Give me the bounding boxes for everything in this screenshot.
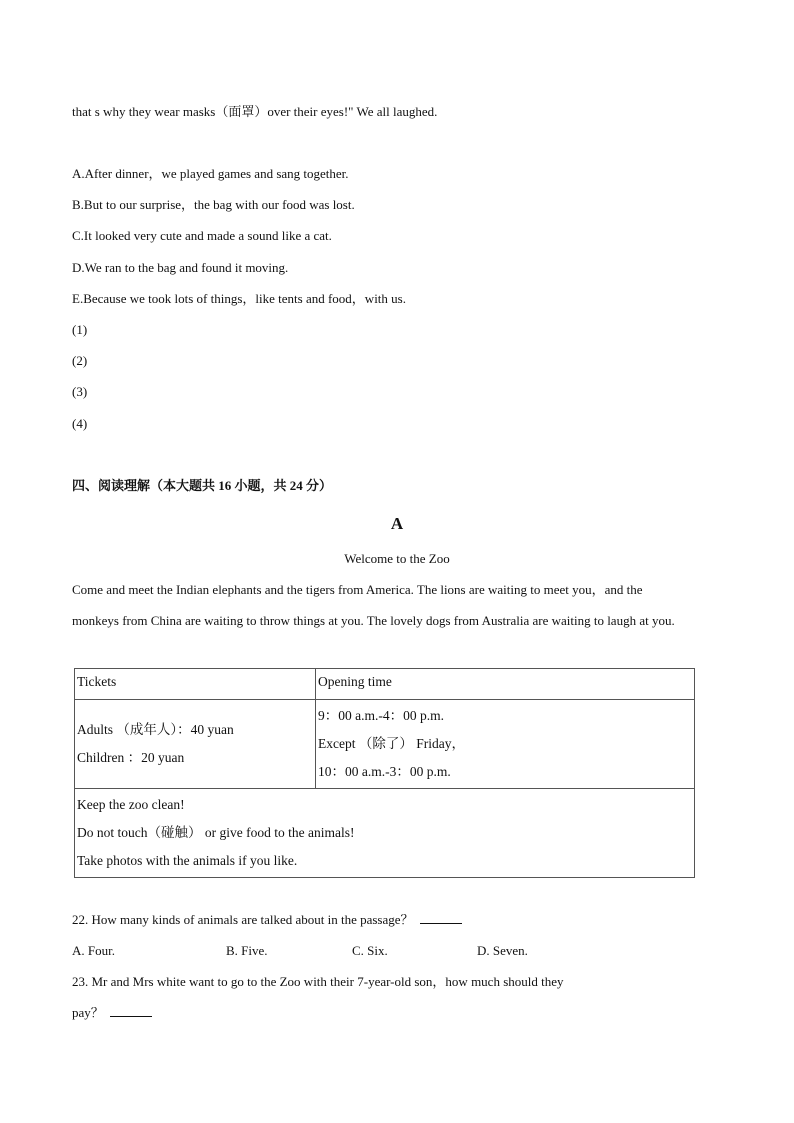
answer-blank[interactable] (110, 1005, 152, 1017)
option-a: A.After dinner，we played games and sang together. (72, 166, 349, 181)
hours-cell (316, 700, 695, 789)
question-22-text: 22. How many kinds of animals are talked about in the passage？ (72, 912, 414, 927)
q22-choice-c: C. Six. (352, 943, 388, 958)
blank-1: (1) (72, 322, 88, 337)
rules-cell (75, 789, 695, 878)
tickets-cell (75, 700, 316, 789)
rule: Keep the zoo clean! (77, 797, 185, 812)
option-c: C.It looked very cute and made a sound like a cat. (72, 228, 332, 243)
question-23-cont (72, 1005, 152, 1021)
passage-label: A (390, 514, 404, 533)
zoo-info-table (74, 668, 695, 878)
question-22 (72, 912, 462, 928)
blank-3: (3) (72, 384, 88, 399)
q22-choice-d: D. Seven. (477, 943, 528, 958)
header-opening-time: Opening time (316, 669, 695, 700)
blank-4: (4) (72, 416, 88, 431)
q22-choice-a: A. Four. (72, 943, 115, 958)
rule: Do not touch（碰触） or give food to the animals! (77, 825, 355, 840)
paragraph-line-1: Come and meet the Indian elephants and the tigers from America. The lions are waiting to meet you，and the (72, 582, 643, 597)
option-e: E.Because we took lots of things，like tents and food，with us. (72, 291, 406, 306)
answer-blank[interactable] (420, 912, 462, 924)
header-tickets: Tickets (75, 669, 316, 700)
rule: Take photos with the animals if you like. (77, 853, 298, 868)
hours-line: Except （除了） Friday， (318, 736, 465, 751)
passage-title: Welcome to the Zoo (344, 551, 450, 566)
child-price: Children ：20 yuan (77, 750, 185, 765)
hours-line: 9：00 a.m.-4：00 p.m. (318, 708, 444, 723)
option-d: D.We ran to the bag and found it moving. (72, 260, 289, 275)
question-23-text2: pay？ (72, 1005, 104, 1020)
adult-price: Adults （成年人）：40 yuan (77, 722, 234, 737)
blank-2: (2) (72, 353, 88, 368)
q22-choice-b: B. Five. (226, 943, 268, 958)
question-23: 23. Mr and Mrs white want to go to the Zoo with their 7-year-old son，how much should they (72, 974, 564, 989)
story-end: that s why they wear masks（面罩）over their eyes!" We all laughed. (72, 104, 438, 119)
paragraph-line-2: monkeys from China are waiting to throw things at you. The lovely dogs from Australia are waiting to laugh at you. (72, 613, 675, 628)
section-heading: 四、阅读理解（本大题共 16 小题，共 24 分） (72, 478, 333, 493)
option-b: B.But to our surprise，the bag with our food was lost. (72, 197, 355, 212)
hours-line: 10：00 a.m.-3：00 p.m. (318, 764, 451, 779)
